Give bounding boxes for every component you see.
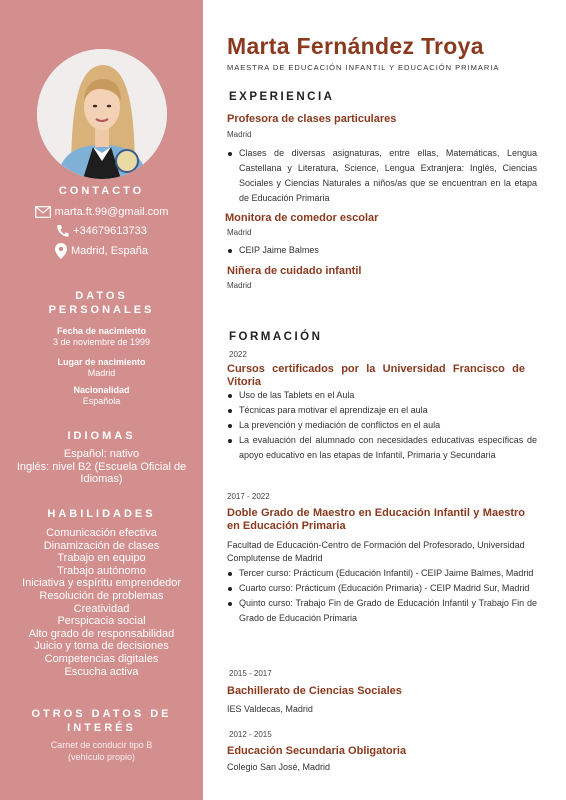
bullet-item: La prevención y mediación de conflictos en el aula — [239, 418, 537, 433]
bullet-item: Tercer curso: Prácticum (Educación Infantil) - CEIP Jaime Balmes, Madrid — [239, 566, 537, 581]
nationality — [0, 385, 203, 407]
job-location: Madrid — [227, 228, 252, 237]
location-pin-icon — [55, 243, 67, 259]
birth-date — [0, 326, 203, 348]
bullet-item: Clases de diversas asignaturas, entre ellas, Matemáticas, Lengua Castellana y Literatura, Science, Lengua Extranjera: Inglés, Ciencias Sociales y Ciencias Naturales a niños/as que se encuentran en la etapa de Educación Primaria — [239, 146, 537, 206]
languages-heading: IDIOMAS — [67, 430, 136, 442]
job-location: Madrid — [227, 130, 252, 139]
contact-heading: CONTACTO — [58, 185, 145, 197]
birth-place-value: Madrid — [87, 368, 116, 378]
phone-icon — [56, 224, 69, 238]
other-data-line: Carnet de conducir tipo B — [50, 740, 153, 750]
language-item: Idiomas) — [80, 473, 123, 486]
skill-item: Iniciativa y espíritu emprendedor — [22, 577, 181, 590]
education-date: 2022 — [229, 350, 247, 359]
education-institution: Colegio San José, Madrid — [227, 762, 331, 772]
job-bullets — [227, 243, 537, 258]
job-title: Monitora de comedor escolar — [225, 212, 379, 224]
email-text: marta.ft.99@gmail.com — [54, 206, 169, 218]
skill-item: Dinamización de clases — [43, 539, 160, 552]
contact-phone[interactable] — [0, 224, 203, 238]
job-title: Niñera de cuidado infantil — [227, 265, 362, 277]
other-data-line: (vehículo propio) — [67, 752, 136, 762]
skill-item: Trabajo autónomo — [57, 564, 146, 577]
mail-icon — [35, 206, 51, 218]
skill-item: Comunicación efectiva — [46, 527, 157, 539]
personal-heading-line1: DATOS — [75, 290, 128, 302]
birth-place — [0, 357, 203, 379]
birth-date-label: Fecha de nacimiento — [56, 326, 147, 336]
education-date: 2012 - 2015 — [229, 730, 272, 739]
bullet-item: La evaluación del alumnado con necesidades educativas específicas de apoyo educativo en las etapas de Infantil, Primaria y Secundaria — [239, 433, 537, 463]
birth-place-label: Lugar de nacimiento — [57, 357, 146, 367]
education-institution: IES Valdecas, Madrid — [227, 704, 313, 714]
skill-item: Perspicacia social — [57, 615, 146, 628]
nationality-value: Española — [82, 396, 121, 406]
education-title: Doble Grado de Maestro en Educación Infantil y Maestro en Educación Primaria — [227, 507, 525, 532]
other-data — [0, 739, 203, 763]
education-bullets — [227, 388, 537, 463]
skill-item: Competencias digitales — [44, 652, 159, 665]
skill-item: Escucha activa — [64, 665, 139, 678]
skills-heading: HABILIDADES — [47, 508, 156, 520]
bullet-item: Quinto curso: Trabajo Fin de Grado de Educación Infantil y Trabajo Fin de Grado de Educación Primaria — [239, 596, 537, 626]
languages-list — [0, 448, 203, 486]
skills-list — [0, 527, 203, 678]
skill-item: Trabajo en equipo — [57, 552, 146, 565]
education-title: Bachillerato de Ciencias Sociales — [227, 685, 402, 697]
personal-heading-line2: PERSONALES — [48, 304, 155, 316]
education-title: Cursos certificados por la Universidad Francisco de Vitoria — [227, 363, 525, 388]
education-heading: FORMACIÓN — [229, 331, 323, 343]
phone-text: +34679613733 — [73, 225, 147, 237]
skill-item: Resolución de problemas — [39, 589, 164, 602]
nationality-label: Nacionalidad — [73, 385, 130, 395]
language-item: Español: nativo — [63, 448, 140, 460]
location-text: Madrid, España — [70, 245, 149, 257]
bullet-item: Cuarto curso: Prácticum (Educación Primaria) - CEIP Madrid Sur, Madrid — [239, 581, 537, 596]
language-item: Inglés: nivel B2 (Escuela Oficial de — [16, 460, 187, 473]
other-heading-line2: INTERÉS — [67, 722, 136, 734]
bullet-item: Uso de las Tablets en el Aula — [239, 388, 537, 403]
person-name: Marta Fernández Troya — [227, 33, 484, 59]
job-subtitle: MAESTRA DE EDUCACIÓN INFANTIL Y EDUCACIÓN PRIMARIA — [227, 63, 500, 72]
job-title: Profesora de clases particulares — [227, 113, 397, 125]
bullet-item: CEIP Jaime Balmes — [239, 243, 537, 258]
skill-item: Juicio y toma de decisiones — [34, 640, 169, 653]
education-bullets — [227, 566, 537, 626]
contact-email[interactable] — [0, 206, 203, 218]
skill-item: Creatividad — [73, 602, 130, 615]
skill-item: Alto grado de responsabilidad — [28, 627, 175, 640]
contact-location — [0, 243, 203, 259]
job-location: Madrid — [227, 281, 252, 290]
birth-date-value: 3 de noviembre de 1999 — [52, 337, 151, 347]
bullet-item: Técnicas para motivar el aprendizaje en el aula — [239, 403, 537, 418]
education-date: 2015 - 2017 — [229, 669, 272, 678]
education-date: 2017 - 2022 — [227, 492, 270, 501]
sidebar — [0, 0, 203, 800]
education-title: Educación Secundaria Obligatoria — [227, 745, 407, 757]
other-heading-line1: OTROS DATOS DE — [31, 708, 172, 720]
profile-photo — [37, 49, 167, 179]
experience-heading: EXPERIENCIA — [229, 91, 335, 103]
education-institution: Facultad de Educación-Centro de Formación del Profesorado, Universidad Complutense de Madrid — [227, 540, 525, 563]
job-bullets — [227, 146, 537, 206]
